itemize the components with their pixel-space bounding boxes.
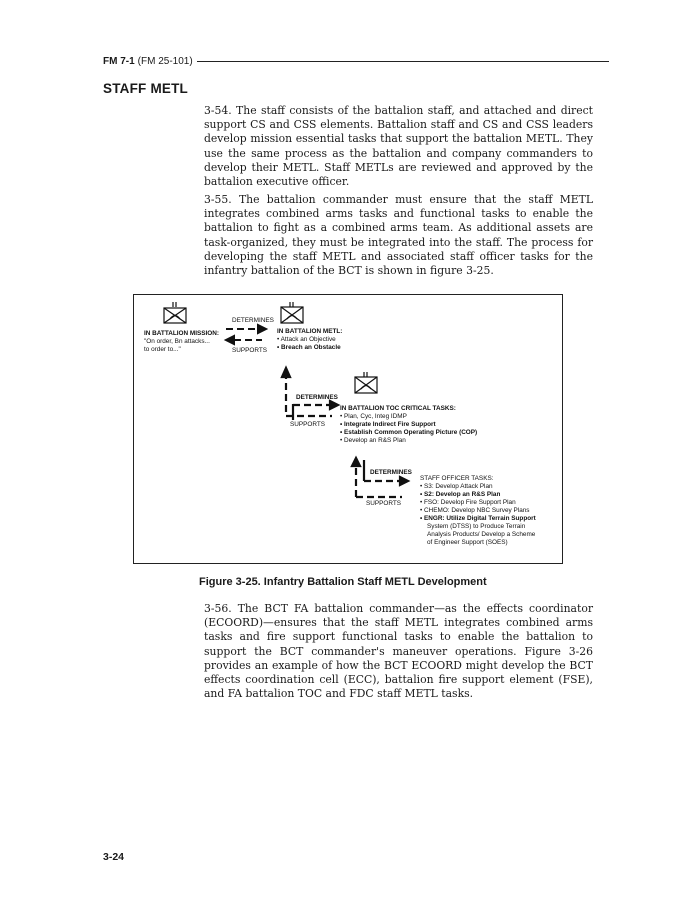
- paragraph-3-56: 3-56. The BCT FA battalion commander—as the effects coordinator (ECOORD)—ensures that the staff METL integrates combined arms tasks and fire support functional tasks to enable the battalion to support the BCT commander's maneuver operations. Figure 3-26 provides an example of how the BCT ECOORD might develop the BCT effects coordination cell (ECC), battalion fire support element (FSE), and FA battalion TOC and FDC staff METL tasks.: [204, 602, 593, 701]
- unit-symbol-battalion: [164, 302, 186, 323]
- toc-title: IN BATTALION TOC CRITICAL TASKS:: [340, 405, 456, 412]
- supports-label-2: SUPPORTS: [290, 421, 326, 428]
- section-title: STAFF METL: [103, 81, 188, 96]
- figure-caption: Figure 3-25. Infantry Battalion Staff METL Development: [199, 576, 487, 588]
- staff-item-8: of Engineer Support (SOES): [427, 539, 508, 546]
- page-number: 3-24: [103, 851, 125, 863]
- bn-metl-item-2: • Breach an Obstacle: [277, 344, 341, 351]
- mission-line-2: to order to...": [144, 346, 181, 353]
- staff-item-4: • CHEMO: Develop NBC Survey Plans: [420, 507, 530, 514]
- paragraph-3-54: 3-54. The staff consists of the battalion staff, and attached and direct support CS and CSS elements. Battalion staff and CS and CSS leaders develop mission essential tasks that support the battalion METL. They use the same process as the battalion and company commanders to develop their METL. Staff METLs are reviewed and approved by the battalion executive officer.: [204, 104, 593, 189]
- toc-item-1: • Plan, Cyc, Integ IDMP: [340, 413, 407, 420]
- supports-label-3: SUPPORTS: [366, 500, 402, 507]
- header-rule: [197, 61, 609, 62]
- toc-item-3: • Establish Common Operating Picture (COP): [340, 429, 478, 436]
- figure-3-25: [133, 294, 563, 564]
- bn-metl-item-1: • Attack an Objective: [277, 336, 336, 343]
- manual-number: FM 7-1: [103, 55, 135, 67]
- unit-symbol-battalion-metl: [281, 302, 303, 323]
- staff-item-2: • S2: Develop an R&S Plan: [420, 491, 501, 498]
- manual-reference: (FM 25-101): [137, 55, 193, 67]
- staff-item-5: • ENGR: Utilize Digital Terrain Support: [420, 515, 536, 522]
- determines-label-2: DETERMINES: [296, 394, 338, 401]
- running-header: [103, 54, 609, 68]
- staff-item-1: • S3: Develop Attack Plan: [420, 483, 493, 490]
- determines-label-3: DETERMINES: [370, 469, 412, 476]
- bn-metl-title: IN BATTALION METL:: [277, 328, 343, 335]
- toc-item-2: • Integrate Indirect Fire Support: [340, 421, 436, 428]
- staff-item-6: System (DTSS) to Produce Terrain: [427, 523, 526, 530]
- mission-line-1: "On order, Bn attacks...: [144, 338, 210, 345]
- toc-item-4: • Develop an R&S Plan: [340, 437, 406, 444]
- paragraph-3-55: 3-55. The battalion commander must ensure that the staff METL integrates combined arms tasks and functional tasks to enable the battalion to fight as a combined arms team. As additional assets are task-organized, they must be integrated into the staff. The process for developing the staff METL and associated staff officer tasks for the infantry battalion of the BCT is shown in figure 3-25.: [204, 193, 593, 278]
- supports-label-1: SUPPORTS: [232, 347, 268, 354]
- unit-symbol-toc: [355, 372, 377, 393]
- mission-title: IN BATTALION MISSION:: [144, 330, 220, 337]
- staff-title: STAFF OFFICER TASKS:: [420, 475, 494, 482]
- staff-item-3: • FSO: Develop Fire Support Plan: [420, 499, 516, 506]
- determines-label-1: DETERMINES: [232, 317, 274, 324]
- staff-item-7: Analysis Products/ Develop a Scheme: [427, 531, 536, 538]
